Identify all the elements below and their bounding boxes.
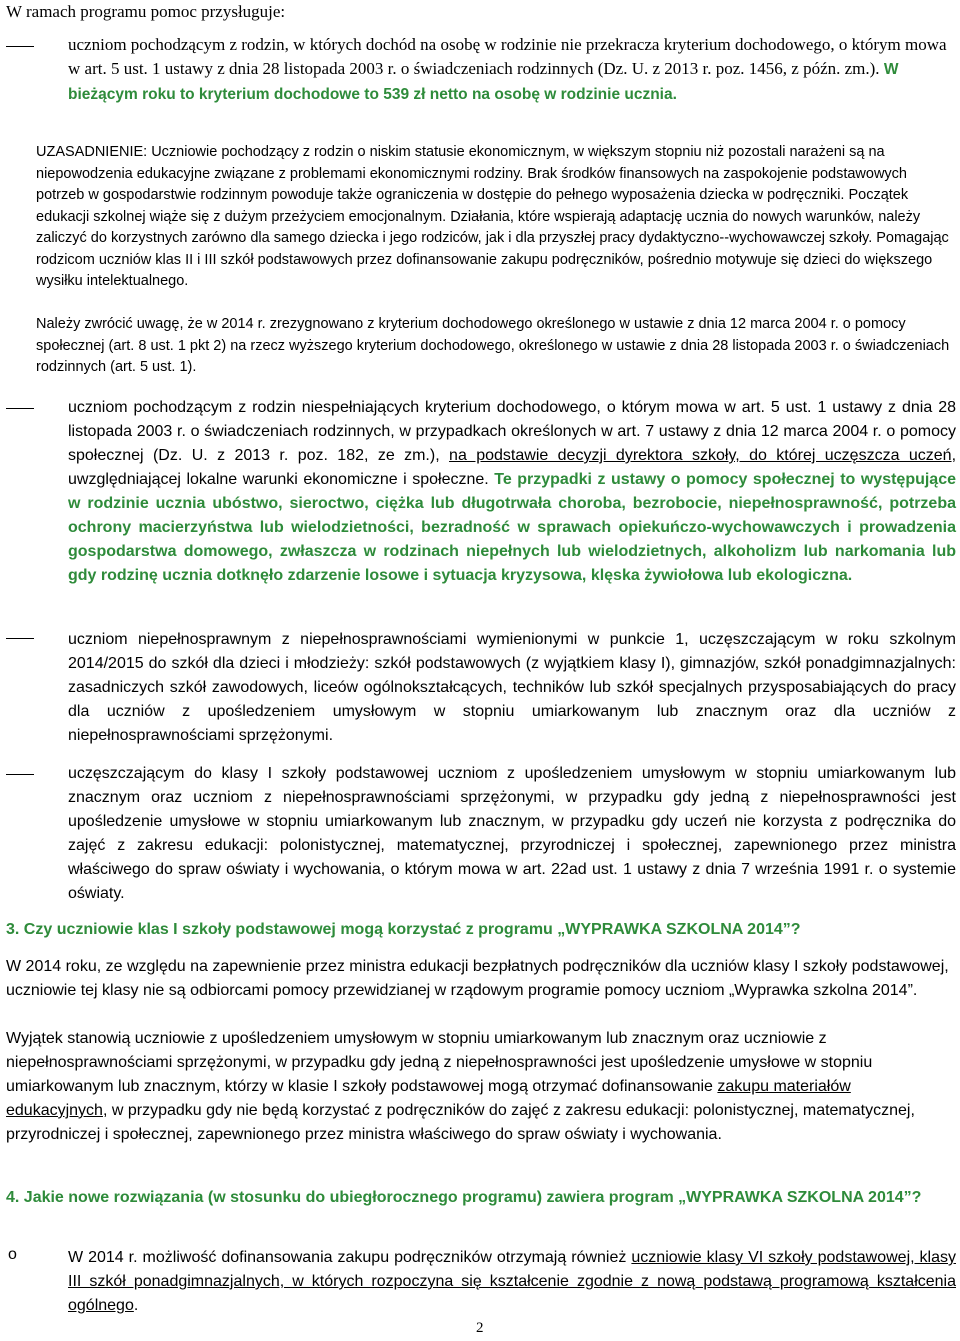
section-4-text: W 2014 r. możliwość dofinansowania zakupu podręczników otrzymają również	[68, 1249, 632, 1266]
section-3-p2	[6, 1027, 952, 1147]
section-4-text-b: .	[133, 1297, 139, 1314]
bullet-1-text: uczniom pochodzącym z rodzin, w których dochód na osobę w rodzinie nie przekracza kryterium dochodowego, o którym mowa w art. 5 ust. 1 ustawy z dnia 28 listopada 2003 r. o świadczeniach rodzinnych (Dz. U. z 2013 r. poz. 1456, z późn. zm.).	[68, 35, 947, 78]
dash-bullet-4	[6, 774, 34, 775]
section-4-item	[68, 1246, 956, 1318]
dash-bullet-3	[6, 638, 34, 639]
bullet-2-highlight: Te przypadki z ustawy o pomocy społecznej to występujące w rodzinie ucznia ubóstwo, sieroctwo, ciężka lub długotrwała choroba, bezrobocie, niepełnosprawność, potrzeba ochrony macierzyństwa lub wielodzietności, bezradność w sprawach opiekuńczo-wychowawczych i prowadzenia gospodarstwa domowego, zwłaszcza w rodzinach niepełnych lub wielodzietnych, alkoholizm lub narkomania lub gdy rodzinę ucznia dotknęło zdarzenie losowe i sytuacja kryzysowa, klęska żywiołowa lub ekologiczna.	[68, 471, 957, 584]
bullet-2-text: uczniom pochodzącym z rodzin niespełniających kryterium dochodowego, o którym mowa w art. 5 ust. 1 ustawy z dnia 28 listopada 2003 r. o świadczeniach rodzinnych, w przypadkach określonych w art. 7 ustawy z dnia 12 marca 2004 r. o pomocy społecznej (Dz. U. z 2013 r. poz. 182, ze zm.),	[68, 399, 956, 464]
section-3-p2-underlined: zakupu materiałów edukacyjnych	[6, 1078, 851, 1119]
section-3-p2-text-b: , w przypadku gdy nie będą korzystać z podręczników do zajęć z zakresu edukacji: polonistycznej, matematycznej, przyrodniczej i społecznej, zapewnionego przez ministra właściwego do spraw oświaty i wychowania.	[6, 1102, 915, 1143]
bullet-4: uczęszczającym do klasy I szkoły podstawowej uczniom z upośledzeniem umysłowym w stopniu umiarkowanym lub znacznym oraz uczniom z niepełnosprawnościami sprzężonymi, w przypadku gdy jedną z niepełnosprawności jest upośledzenie umysłowe w stopniu umiarkowanym lub znacznym, w przypadku gdy uczeń nie korzysta z podręcznika do zajęć z zakresu edukacji: polonistycznej, matematycznej, przyrodniczej i społecznej, zapewnionego przez ministra właściwego do spraw oświaty i wychowania, o którym mowa w art. 22ad ust. 1 ustawy z dnia 7 września 1991 r. o systemie oświaty.	[68, 765, 956, 902]
bullet-1-highlight: W bieżącym roku to kryterium dochodowe to 539 zł netto na osobę w rodzinie ucznia.	[68, 61, 899, 103]
bullet-2-underlined: na podstawie decyzji dyrektora szkoły, do której uczęszcza uczeń	[449, 447, 952, 464]
section-4-heading: 4. Jakie nowe rozwiązania (w stosunku do ubiegłorocznego programu) zawiera program „WYPRAWKA SZKOLNA 2014”?	[6, 1189, 922, 1206]
justification-p2: Należy zwrócić uwagę, że w 2014 r. zrezygnowano z kryterium dochodowego określonego w ustawie z dnia 12 marca 2004 r. o pomocy społecznej (art. 8 ust. 1 pkt 2) na rzecz wyższego kryterium dochodowego, określonego w ustawie z dnia 28 listopada 2003 r. o świadczeniach rodzinnych (art. 5 ust. 1).	[36, 316, 950, 375]
section-4-underlined: uczniowie klasy VI szkoły podstawowej, klasy III szkół ponadgimnazjalnych, w których rozpoczyna się kształcenie zgodnie z nową podstawą programową kształcenia ogólnego	[68, 1249, 957, 1314]
bullet-3: uczniom niepełnosprawnym z niepełnosprawnościami wymienionymi w punkcie 1, uczęszczającym w roku szkolnym 2014/2015 do szkół dla dzieci i młodzieży: szkół podstawowych (z wyjątkiem klasy I), gimnazjów, szkół ponadgimnazjalnych: zasadniczych szkół zawodowych, liceów ogólnokształcących, techników lub szkół specjalnych przysposabiających do pracy dla uczniów z upośledzeniem umysłowym w stopniu umiarkowanym lub znacznym oraz dla uczniów z niepełnosprawnościami sprzężonymi.	[68, 631, 956, 744]
bullet-1	[68, 33, 956, 107]
bullet-2-text-b: , uwzględniającej lokalne warunki ekonomiczne i społeczne.	[68, 447, 957, 488]
justification-p1: UZASADNIENIE: Uczniowie pochodzący z rodzin o niskim statusie ekonomicznym, w większym stopniu niż pozostali narażeni są na niepowodzenia edukacyjne związane z problemami ekonomicznymi rodziny. Brak środków finansowych na zaspokojenie podstawowych potrzeb w gospodarstwie rodzinnym powoduje także ograniczenia w dostępie do pełnego wyposażenia dziecka w podręczniki. Początek edukacji szkolnej wiąże się z dużym przeżyciem emocjonalnym. Działania, które wspierają adaptację ucznia do nowych warunków, należy zaliczyć do korzystnych zarówno dla samego dziecka i jego rodziców, jak i dla przyszłej pracy dydaktyczno--wychowawczej szkoły. Pomagając rodzicom uczniów klas II i III szkół podstawowych przez dofinansowanie zakupu podręczników, pośrednio motywuje się dzieci do większego wysiłku intelektualnego.	[36, 144, 949, 289]
bullet-2	[68, 396, 956, 588]
section-3-heading: 3. Czy uczniowie klas I szkoły podstawowej mogą korzystać z programu „WYPRAWKA SZKOLNA 2014”?	[6, 921, 801, 938]
dash-bullet-1	[6, 46, 34, 47]
intro-line: W ramach programu pomoc przysługuje:	[6, 2, 286, 21]
o-bullet-marker: o	[8, 1246, 17, 1263]
page-number: 2	[476, 1320, 484, 1336]
dash-bullet-2	[6, 408, 34, 409]
section-3-p2-text: Wyjątek stanowią uczniowie z upośledzeniem umysłowym w stopniu umiarkowanym lub znacznym oraz uczniowie z niepełnosprawnościami sprzężonymi, w przypadku gdy jedną z niepełnosprawności jest upośledzenie umysłowe w stopniu umiarkowanym lub znacznym, którzy w klasie I szkoły podstawowej mogą otrzymać dofinansowanie	[6, 1030, 873, 1095]
section-3-p1: W 2014 roku, ze względu na zapewnienie przez ministra edukacji bezpłatnych podręczników dla uczniów klasy I szkoły podstawowej, uczniowie tej klasy nie są odbiorcami pomocy przewidzianej w rządowym programie pomocy uczniom „Wyprawka szkolna 2014”.	[6, 958, 949, 999]
